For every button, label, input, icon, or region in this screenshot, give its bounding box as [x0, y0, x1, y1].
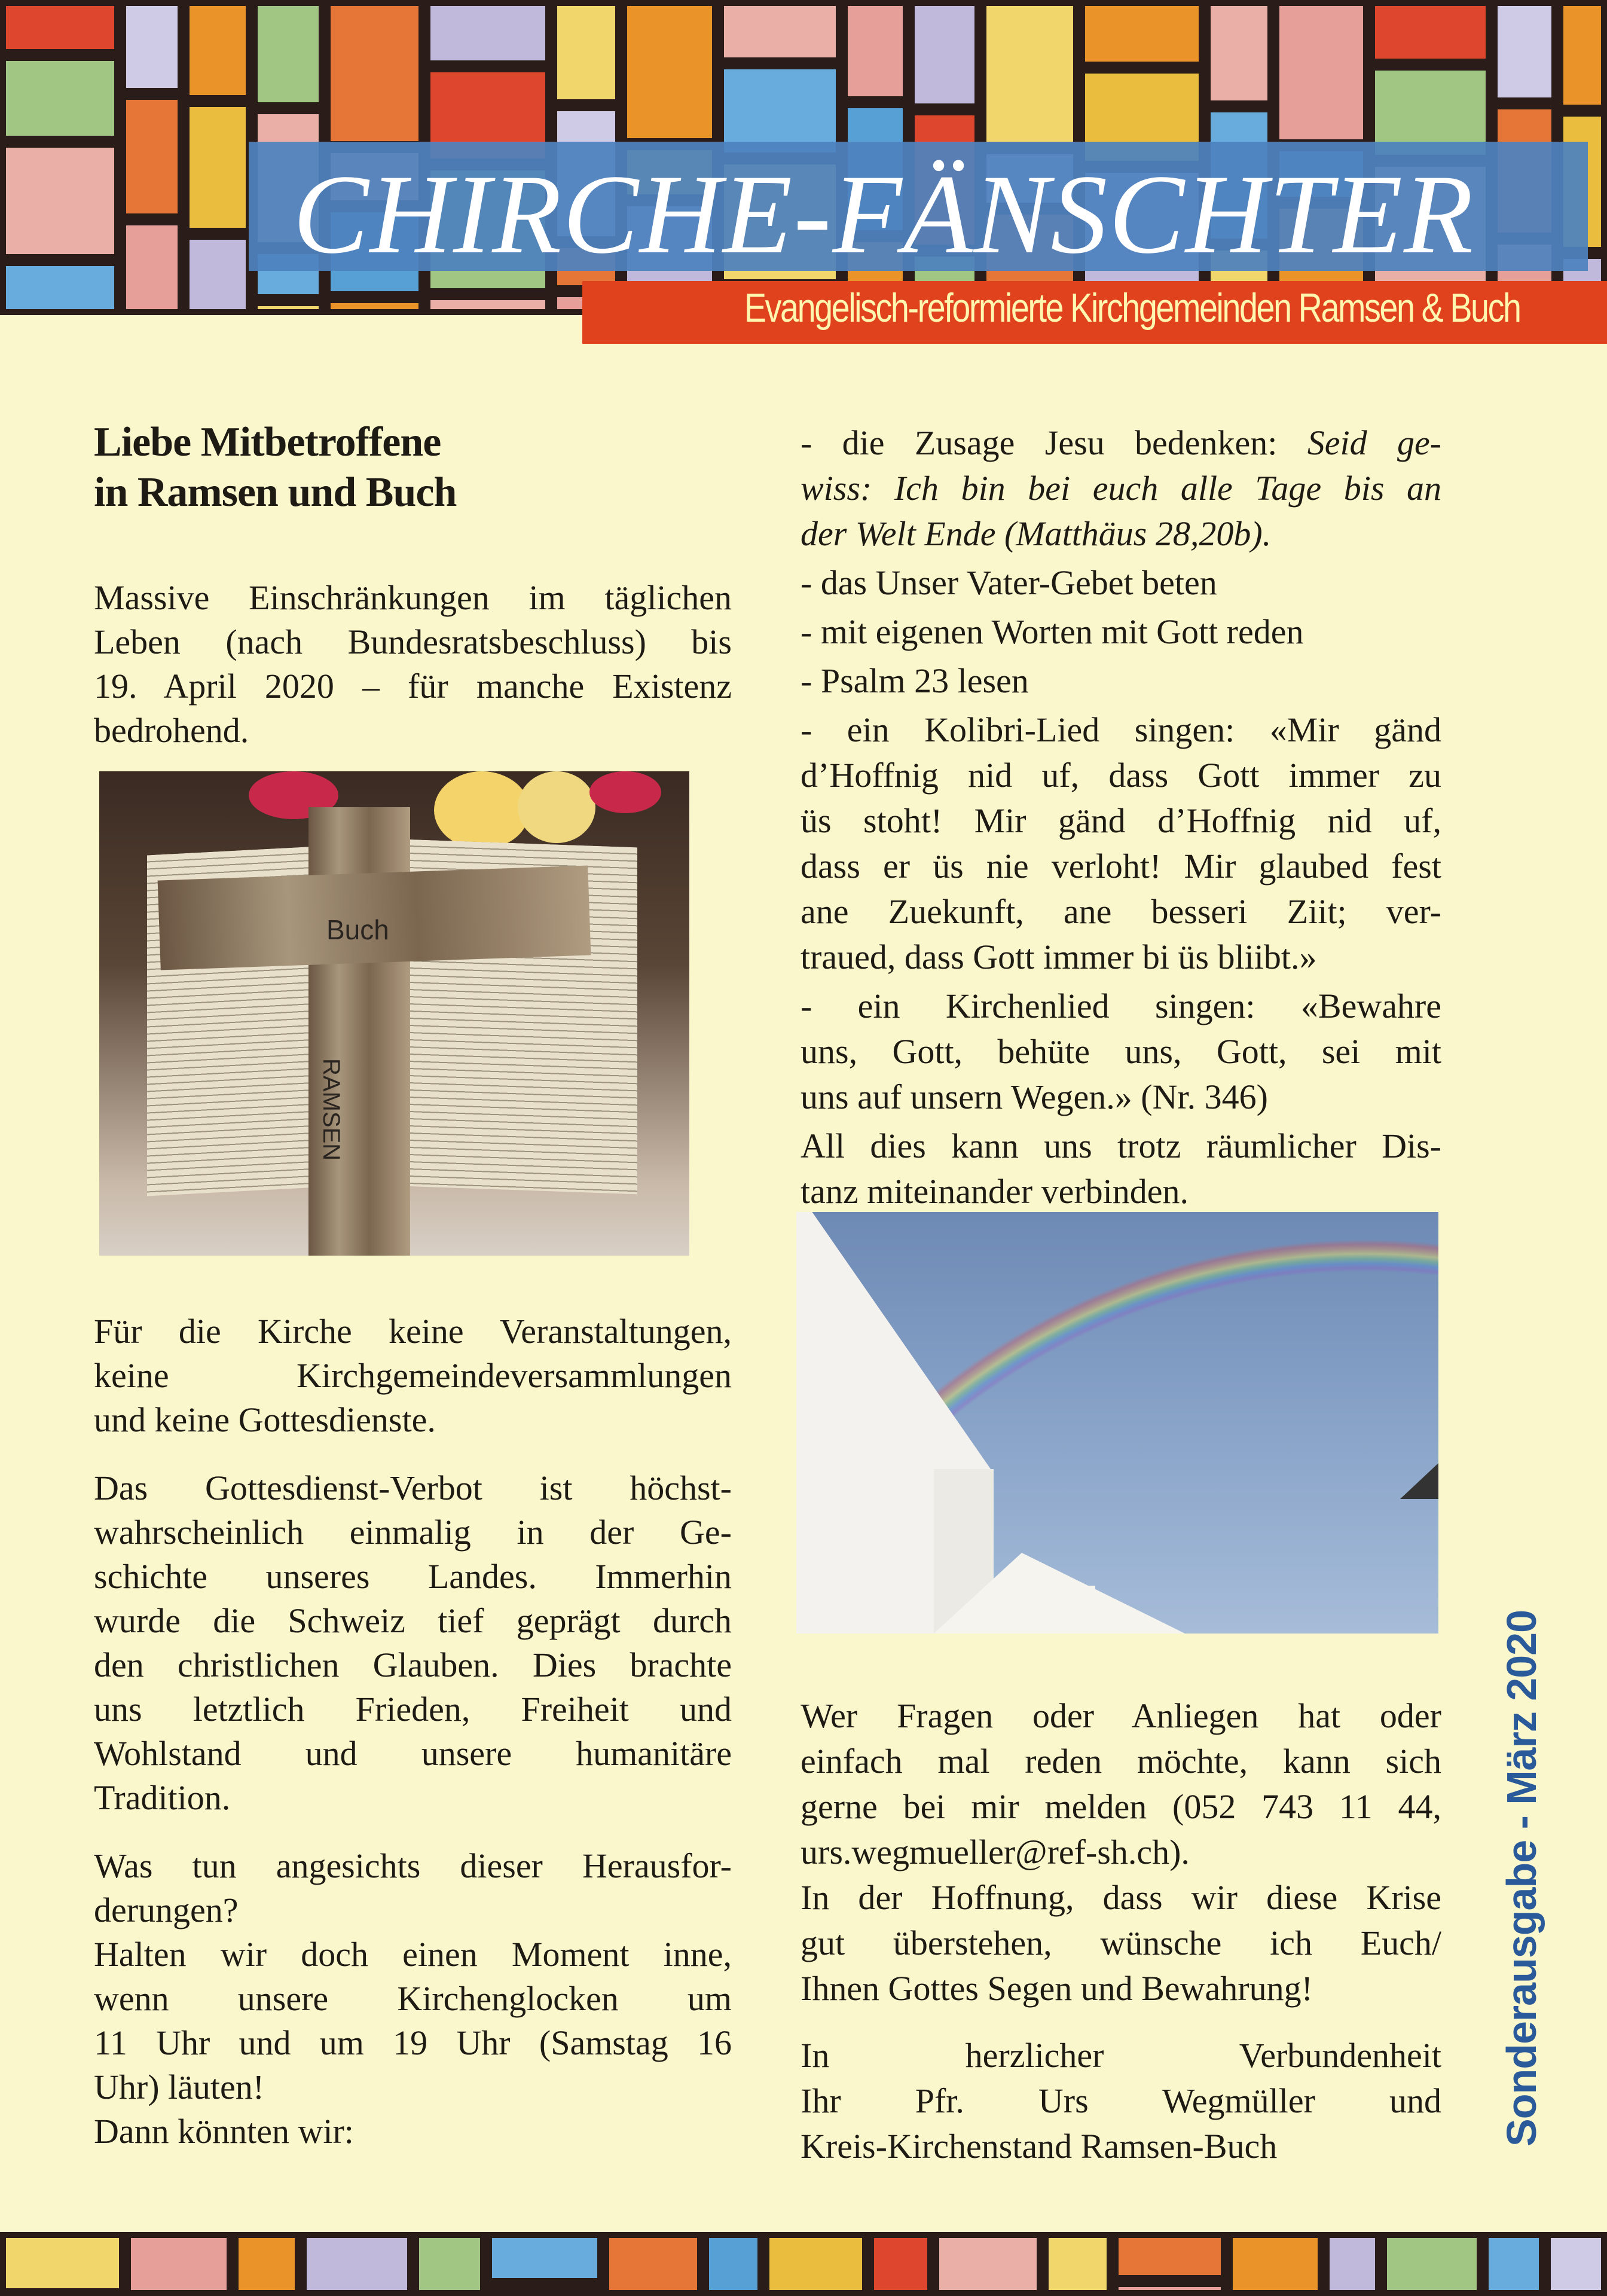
text-line: und keine Gottesdienste. [94, 1400, 436, 1439]
glass-pane [848, 6, 903, 96]
text-line: gerne bei mir melden (052 743 11 44, [801, 1787, 1441, 1826]
paragraph-group [801, 1693, 1441, 2011]
paragraph [94, 1844, 732, 1932]
text-line: den christlichen Glauben. Dies brachte [94, 1645, 732, 1684]
list-item [801, 1123, 1441, 1214]
text-line: Wohlstand und unsere humanitäre [94, 1734, 732, 1773]
glass-pane [1330, 2238, 1375, 2290]
bible-cross-photo [99, 771, 689, 1256]
glass-pane [6, 266, 114, 309]
text-line: dass er üs nie verloht! Mir glaubed fest [801, 847, 1441, 886]
glass-pane [986, 6, 1073, 142]
text-line: ane Zuekunft, ane besseri Ziit; ver- [801, 892, 1441, 931]
bible-quote: Seid ge- [1307, 423, 1441, 462]
paragraph [801, 2033, 1441, 2169]
text-line: - mit eigenen Worten mit Gott reden [801, 612, 1304, 651]
glass-pane [430, 300, 545, 309]
cross-text: RAMSEN [318, 1058, 344, 1161]
glass-pane [939, 2238, 1037, 2290]
glass-pane [1049, 2238, 1107, 2290]
text-line: uns, Gott, behüte uns, Gott, sei mit [801, 1032, 1441, 1071]
glass-pane [6, 148, 114, 254]
glass-pane [1233, 2238, 1318, 2290]
text-line: - das Unser Vater-Gebet beten [801, 563, 1217, 602]
text-line: Massive Einschränkungen im täglichen [94, 578, 732, 617]
glass-pane [1119, 2238, 1221, 2275]
glass-pane [709, 2238, 757, 2290]
paragraph [94, 1932, 732, 2109]
text-line: Leben (nach Bundesratsbeschluss) bis [94, 622, 732, 661]
paragraph [94, 576, 732, 753]
paragraph-group [94, 1844, 732, 2154]
letter-greeting [94, 417, 456, 518]
glass-pane [557, 6, 615, 99]
glass-pane [627, 6, 712, 138]
text-line: Das Gottesdienst-Verbot ist höchst- [94, 1468, 732, 1507]
newsletter-title: CHIRCHE-FÄNSCHTER [293, 152, 1475, 277]
glass-pane [769, 2238, 862, 2290]
text-line: uns letztlich Frieden, Freiheit und [94, 1690, 732, 1729]
paragraph [94, 1309, 732, 1442]
glass-pane [6, 6, 114, 49]
text-line: wurde die Schweiz tief geprägt durch [94, 1601, 732, 1640]
list-item [801, 609, 1441, 655]
cross-text: Buch [326, 914, 389, 945]
text-line: Halten wir doch einen Moment inne, [94, 1935, 732, 1974]
text-line: - ein Kirchenlied singen: «Bewahre [801, 987, 1441, 1025]
bible-quote: der Welt Ende (Matthäus 28,20b). [801, 514, 1272, 553]
glass-pane [1211, 6, 1267, 100]
glass-pane [419, 2238, 480, 2290]
glass-pane [190, 107, 246, 228]
greeting-line: Liebe Mitbetroffene [94, 419, 441, 465]
text-line: wahrscheinlich einmalig in der Ge- [94, 1513, 732, 1552]
text-line: üs stoht! Mir gänd d’Hoffnig nid uf, [801, 801, 1441, 840]
text-line: - Psalm 23 lesen [801, 661, 1029, 700]
glass-pane [126, 100, 178, 213]
text-line: - ein Kolibri-Lied singen: «Mir gänd [801, 710, 1441, 749]
glass-pane [1085, 6, 1199, 62]
text-line: In herzlicher Verbundenheit [801, 2036, 1441, 2075]
glass-pane [1498, 6, 1551, 97]
glass-pane [874, 2238, 927, 2290]
glass-pane [1119, 2287, 1221, 2290]
left-column-intro [94, 576, 732, 753]
text-line: einfach mal reden möchte, kann sich [801, 1742, 1441, 1781]
greeting-line: in Ramsen und Buch [94, 469, 457, 515]
text-line [801, 420, 1441, 466]
glass-pane [190, 6, 246, 95]
glass-pane [1489, 2238, 1539, 2290]
glass-pane [6, 61, 114, 136]
text-line: Für die Kirche keine Veranstaltungen, [94, 1312, 732, 1351]
glass-pane [1551, 2238, 1601, 2290]
text-line: All dies kann uns trotz räumlicher Dis- [801, 1126, 1441, 1165]
glass-pane [258, 6, 319, 102]
right-column-closing [801, 1693, 1441, 2191]
glass-pane [1387, 2238, 1477, 2290]
text-line: tanz miteinander verbinden. [801, 1172, 1189, 1211]
text-line: Ihnen Gottes Segen und Bewahrung! [801, 1969, 1313, 2008]
glass-pane [724, 6, 836, 57]
glass-pane [190, 240, 246, 309]
glass-pane [258, 306, 319, 309]
list-item [801, 984, 1441, 1120]
glass-pane [126, 6, 178, 88]
glass-pane [131, 2238, 227, 2290]
right-column-list [801, 420, 1441, 1218]
glass-pane [609, 2238, 697, 2290]
edition-label: Sonderausgabe - März 2020 [1498, 1610, 1545, 2147]
list-item [801, 560, 1441, 606]
glass-pane [1563, 6, 1601, 105]
paragraph-group [94, 576, 732, 753]
text-line: Wer Fragen oder Anliegen hat oder [801, 1696, 1441, 1735]
glass-pane [331, 303, 418, 309]
glass-pane [430, 6, 545, 60]
paragraph-group [801, 2033, 1441, 2169]
text-line: d’Hoffnig nid uf, dass Gott immer zu [801, 756, 1441, 795]
paragraph-group [94, 1466, 732, 1820]
glass-pane [1375, 6, 1486, 59]
text-segment: - die Zusage Jesu bedenken: [801, 423, 1307, 462]
glass-pane [915, 6, 974, 103]
glass-pane [724, 69, 836, 152]
paragraph [801, 1693, 1441, 1875]
glass-pane [1279, 6, 1363, 139]
text-line: 19. April 2020 – für manche Existenz [94, 667, 732, 706]
text-line: traued, dass Gott immer bi üs bliibt.» [801, 938, 1317, 976]
text-line: uns auf unsern Wegen.» (Nr. 346) [801, 1077, 1268, 1116]
paragraph [94, 2109, 732, 2154]
text-line: Tradition. [94, 1778, 231, 1817]
newsletter-subtitle: Evangelisch-reformierte Kirchgemeinden Ramsen & Buch [744, 285, 1520, 331]
glass-pane [126, 225, 178, 309]
paragraph-group [94, 1309, 732, 1442]
paragraph [801, 1875, 1441, 2011]
left-column-body [94, 1309, 732, 2178]
paragraph [94, 1466, 732, 1820]
text-line: derungen? [94, 1891, 239, 1929]
text-line: bedrohend. [94, 711, 249, 750]
text-line: Was tun angesichts dieser Herausfor- [94, 1846, 732, 1885]
text-line: 11 Uhr und um 19 Uhr (Samstag 16 [94, 2023, 732, 2062]
text-line: Ihr Pfr. Urs Wegmüller und [801, 2081, 1441, 2120]
list-item [801, 707, 1441, 980]
glass-pane [6, 2238, 119, 2288]
bible-quote: wiss: Ich bin bei euch alle Tage bis an [801, 469, 1441, 508]
glass-pane [307, 2238, 407, 2290]
text-line: wenn unsere Kirchenglocken um [94, 1979, 732, 2018]
rainbow-photo [796, 1212, 1438, 1634]
text-line: In der Hoffnung, dass wir diese Krise [801, 1878, 1441, 1917]
stained-glass-footer-image [0, 2232, 1607, 2296]
text-line: schichte unseres Landes. Immerhin [94, 1557, 732, 1596]
text-line: gut überstehen, wünsche ich Euch/ [801, 1923, 1441, 1962]
glass-pane [492, 2238, 597, 2278]
glass-pane [239, 2238, 295, 2290]
text-line: Kreis-Kirchenstand Ramsen-Buch [801, 2127, 1278, 2166]
list-item [801, 420, 1441, 557]
text-line: keine Kirchgemeindeversammlungen [94, 1356, 732, 1395]
text-line: urs.wegmueller@ref-sh.ch). [801, 1833, 1190, 1871]
text-line: Dann könnten wir: [94, 2112, 354, 2151]
list-item [801, 658, 1441, 704]
glass-pane [331, 6, 418, 141]
text-line: Uhr) läuten! [94, 2068, 265, 2106]
